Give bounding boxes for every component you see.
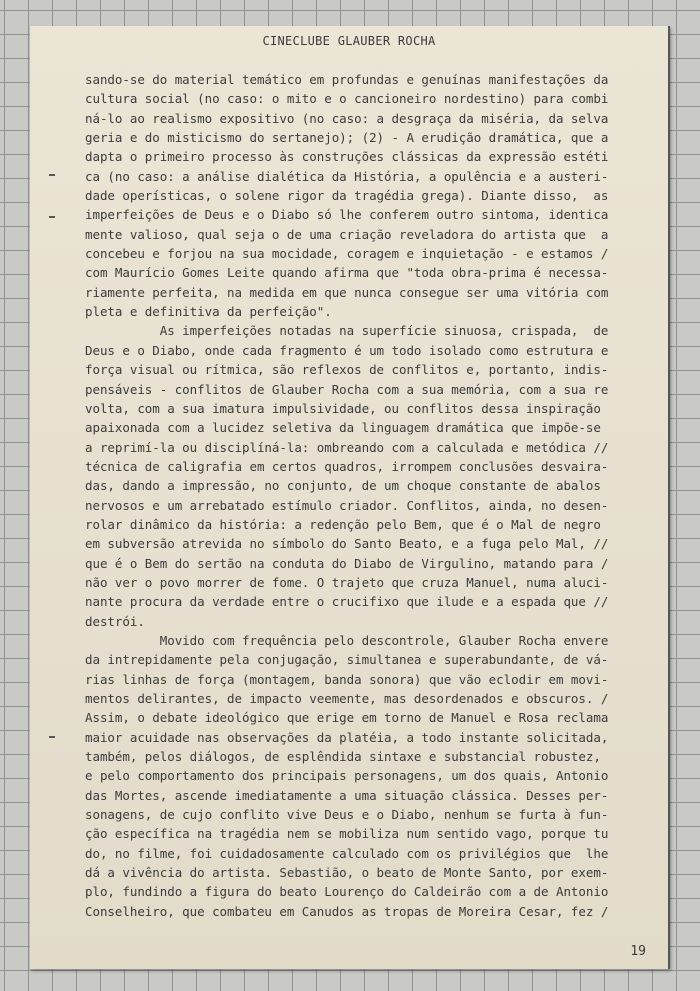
text-line: dade operísticas, o solene rigor da tragédia grega). Diante disso, as: [85, 188, 609, 204]
text-line: rolar dinâmico da história: a redenção pelo Bem, que é o Mal de negro: [85, 516, 601, 532]
text-line: destrói.: [85, 613, 145, 629]
text-line: Deus e o Diabo, onde cada fragmento é um todo isolado como estrutura e: [85, 342, 609, 358]
text-line: mentos delirantes, de impacto veemente, mas desordenados e obscuros. /: [85, 691, 609, 706]
text-line: riamente perfeita, na medida em que nunca consegue ser uma vitória com: [85, 284, 609, 300]
text-line: não ver o povo morrer de fome. O trajeto que cruza Manuel, numa aluci-: [85, 574, 609, 590]
text-line: mente valioso, qual seja o de uma criação reveladora do artista que a: [85, 226, 609, 242]
text-line: plo, fundindo a figura do beato Lourenço do Caldeirão com a de Antonio: [85, 884, 609, 900]
body-text: [85, 70, 657, 940]
page-number: 19: [630, 944, 646, 959]
text-line: volta, com a sua imatura impulsividade, ou conflitos dessa inspiração: [85, 400, 601, 416]
page-header: CINECLUBE GLAUBER ROCHA: [262, 34, 436, 48]
text-line: das Mortes, ascende imediatamente a uma situação clássica. Desses per-: [85, 787, 609, 803]
margin-tick-mark: [49, 736, 55, 738]
text-line: em subversão atrevida no símbolo do Santo Beato, e a fuga pelo Mal, //: [85, 536, 609, 552]
text-line: das, dando a impressão, no conjunto, de um choque constante de abalos: [85, 478, 601, 494]
text-line: concebeu e forjou na sua mocidade, coragem e inquietação - e estamos /: [85, 246, 609, 262]
text-line: sonagens, de cujo conflito vive Deus e o Diabo, nenhum se furta à fun-: [85, 807, 609, 823]
text-line: força visual ou rítmica, são reflexos de conflitos e, portanto, indis-: [85, 362, 609, 378]
text-line: técnica de caligrafia em certos quadros, irrompem conclusões desvaira-: [85, 458, 609, 474]
text-line: imperfeições de Deus e o Diabo só lhe conferem outro sintoma, identica: [85, 207, 609, 223]
text-line: Conselheiro, que combateu em Canudos as tropas de Moreira Cesar, fez /: [85, 903, 609, 919]
text-line: do, no filme, foi cuidadosamente calculado com os privilégios que lhe: [85, 845, 609, 861]
text-line: As imperfeições notadas na superfície sinuosa, crispada, de: [85, 323, 609, 339]
text-line: ná-lo ao realismo expositivo (no caso: a desgraça da miséria, da selva: [85, 110, 609, 126]
text-line: também, pelos diálogos, de esplêndida sintaxe e substancial robustez,: [85, 749, 601, 765]
margin-tick-mark: [49, 216, 55, 218]
text-line: rias linhas de força (montagem, banda sonora) que vão eclodir em movi-: [85, 671, 609, 687]
text-line: que é o Bem do sertão na conduta do Diabo de Virgulino, matando para /: [85, 555, 609, 571]
text-line: com Maurício Gomes Leite quando afirma que "toda obra-prima é necessa-: [85, 265, 609, 281]
text-line: geria e do misticismo do sertanejo); (2) - A erudição dramática, que a: [85, 130, 609, 146]
text-line: a reprimí-la ou disciplíná-la: ombreando com a calculada e metódica //: [85, 439, 609, 455]
text-line: ção específica na tragédia nem se mobiliza num sentido vago, porque tu: [85, 826, 609, 842]
text-line: nante procura da verdade entre o crucifixo que ilude e a espada que //: [85, 594, 609, 610]
text-line: dapta o primeiro processo às construções clássicas da expressão estéti: [85, 149, 609, 165]
text-line: Assim, o debate ideológico que erige em torno de Manuel e Rosa reclama: [85, 710, 609, 726]
text-line: da intrepidamente pela conjugação, simultanea e superabundante, de vá-: [85, 652, 609, 668]
text-line: e pelo comportamento dos principais personagens, um dos quais, Antonio: [85, 768, 609, 784]
text-line: ca (no caso: a análise dialética da História, a opulência e a austeri-: [85, 168, 609, 184]
text-line: sando-se do material temático em profundas e genuínas manifestações da: [85, 72, 609, 87]
margin-tick-mark: [49, 174, 55, 176]
text-line: Movido com frequência pelo descontrole, Glauber Rocha envere: [85, 632, 609, 648]
text-line: maior acuidade nas observações da platéia, a todo instante solicitada,: [85, 729, 609, 745]
text-line: cultura social (no caso: o mito e o cancioneiro nordestino) para combi: [85, 91, 609, 107]
text-line: nervosos e um arrebatado estímulo criador. Conflitos, ainda, no desen-: [85, 497, 609, 513]
text-line: [85, 921, 657, 940]
text-line: apaixonada com a lucidez seletiva da linguagem dramática que impõe-se: [85, 420, 601, 436]
typewritten-page: [30, 26, 670, 969]
text-line: dá a vivência do artista. Sebastião, o beato de Monte Santo, por exem-: [85, 865, 609, 881]
text-line: pensáveis - conflitos de Glauber Rocha com a sua memória, com a sua re: [85, 381, 609, 397]
text-line: pleta e definitiva da perfeição".: [85, 304, 332, 320]
